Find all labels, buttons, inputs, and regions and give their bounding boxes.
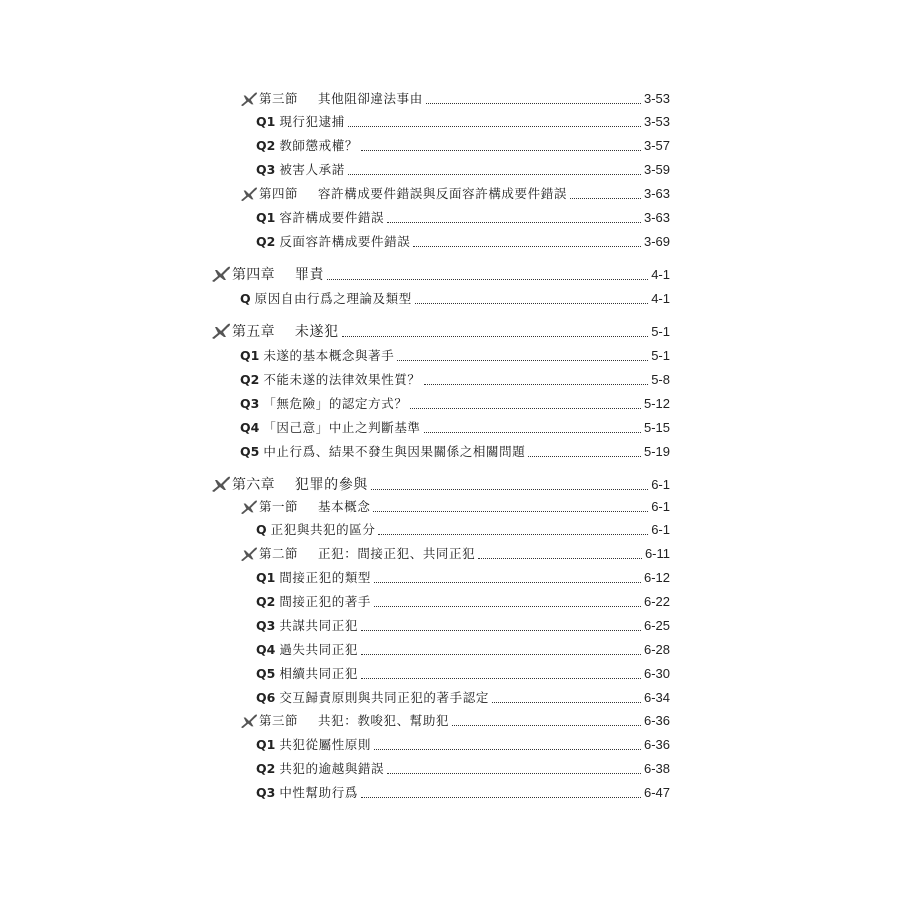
dot-leader bbox=[361, 150, 641, 151]
page-number: 6-36 bbox=[643, 713, 670, 728]
toc-chapter-6[interactable] bbox=[211, 472, 670, 494]
question-title: 未遂的基本概念與著手 bbox=[263, 348, 395, 363]
question-number: Q3 bbox=[256, 162, 276, 177]
toc-question[interactable] bbox=[240, 391, 670, 413]
dot-leader bbox=[397, 360, 648, 361]
page-number: 5-19 bbox=[643, 444, 670, 459]
toc-question[interactable] bbox=[240, 343, 670, 365]
toc-question[interactable] bbox=[240, 415, 670, 437]
toc-section-6-1[interactable] bbox=[240, 494, 670, 516]
dot-leader bbox=[424, 432, 641, 433]
toc-question[interactable] bbox=[256, 780, 670, 802]
question-title: 間接正犯的類型 bbox=[279, 570, 372, 585]
dot-leader bbox=[348, 174, 641, 175]
toc-question[interactable] bbox=[256, 157, 670, 179]
section-label: 第三節 bbox=[259, 713, 299, 728]
toc-question[interactable] bbox=[256, 756, 670, 778]
page-number: 5-15 bbox=[643, 420, 670, 435]
question-title: 不能未遂的法律效果性質？ bbox=[263, 372, 421, 387]
airplane-icon bbox=[240, 546, 258, 562]
question-title: 中止行爲、結果不發生與因果關係之相關問題 bbox=[263, 444, 526, 459]
question-number: Q1 bbox=[256, 210, 276, 225]
question-title: 「無危險」的認定方式？ bbox=[263, 396, 408, 411]
airplane-icon bbox=[211, 475, 231, 493]
question-title: 教師懲戒權？ bbox=[279, 138, 358, 153]
toc-question[interactable] bbox=[240, 286, 670, 308]
page-number: 6-1 bbox=[651, 499, 670, 514]
dot-leader bbox=[410, 408, 641, 409]
page-number: 6-38 bbox=[643, 761, 670, 776]
page-number: 3-63 bbox=[643, 186, 670, 201]
dot-leader bbox=[387, 222, 641, 223]
dot-leader bbox=[361, 797, 641, 798]
section-title: 正犯：間接正犯、共同正犯 bbox=[318, 546, 476, 561]
question-number: Q4 bbox=[256, 642, 276, 657]
toc-question[interactable] bbox=[240, 367, 670, 389]
question-number: Q2 bbox=[256, 234, 276, 249]
page-number: 6-25 bbox=[643, 618, 670, 633]
chapter-label: 第五章 bbox=[232, 324, 275, 340]
dot-leader bbox=[452, 725, 641, 726]
question-title: 現行犯逮捕 bbox=[279, 114, 345, 129]
dot-leader bbox=[528, 456, 641, 457]
page-number: 6-36 bbox=[643, 737, 670, 752]
page-number: 3-63 bbox=[643, 210, 670, 225]
dot-leader bbox=[361, 630, 641, 631]
airplane-icon bbox=[240, 713, 258, 729]
toc-section-3-3[interactable] bbox=[240, 86, 670, 108]
dot-leader bbox=[415, 303, 648, 304]
section-label: 第一節 bbox=[259, 499, 299, 514]
dot-leader bbox=[492, 702, 641, 703]
dot-leader bbox=[374, 606, 641, 607]
question-title: 共犯從屬性原則 bbox=[279, 737, 372, 752]
dot-leader bbox=[570, 198, 641, 199]
question-number: Q6 bbox=[256, 690, 276, 705]
section-title: 基本概念 bbox=[318, 499, 371, 514]
airplane-icon bbox=[240, 91, 258, 107]
toc-question[interactable] bbox=[256, 517, 670, 539]
page-number: 3-69 bbox=[643, 234, 670, 249]
page-number: 3-53 bbox=[643, 91, 670, 106]
toc-question[interactable] bbox=[256, 637, 670, 659]
question-title: 正犯與共犯的區分 bbox=[270, 522, 376, 537]
question-number: Q4 bbox=[240, 420, 260, 435]
page-number: 5-12 bbox=[643, 396, 670, 411]
chapter-label: 第四章 bbox=[232, 267, 275, 283]
page-number: 6-11 bbox=[644, 546, 670, 561]
page-number: 5-8 bbox=[651, 372, 670, 387]
section-label: 第二節 bbox=[259, 546, 299, 561]
question-title: 容許構成要件錯誤 bbox=[279, 210, 385, 225]
dot-leader bbox=[478, 558, 642, 559]
toc-question[interactable] bbox=[240, 439, 670, 461]
dot-leader bbox=[373, 511, 648, 512]
question-number: Q2 bbox=[240, 372, 260, 387]
page-number: 6-1 bbox=[651, 522, 670, 537]
airplane-icon bbox=[211, 265, 231, 283]
dot-leader bbox=[327, 279, 648, 280]
page-number: 6-12 bbox=[643, 570, 670, 585]
toc-chapter-4[interactable] bbox=[211, 262, 670, 284]
section-label: 第三節 bbox=[259, 91, 299, 106]
toc-question[interactable] bbox=[256, 661, 670, 683]
dot-leader bbox=[342, 336, 648, 337]
question-title: 中性幫助行爲 bbox=[279, 785, 358, 800]
question-number: Q bbox=[256, 522, 267, 537]
toc-question[interactable] bbox=[256, 613, 670, 635]
dot-leader bbox=[426, 103, 641, 104]
question-title: 共謀共同正犯 bbox=[279, 618, 358, 633]
question-number: Q5 bbox=[240, 444, 260, 459]
page-number: 6-34 bbox=[643, 690, 670, 705]
chapter-title: 未遂犯 bbox=[294, 324, 339, 340]
question-number: Q2 bbox=[256, 761, 276, 776]
toc-question[interactable] bbox=[256, 732, 670, 754]
page-number: 6-1 bbox=[651, 477, 670, 492]
question-title: 反面容許構成要件錯誤 bbox=[279, 234, 411, 249]
dot-leader bbox=[361, 678, 641, 679]
question-title: 原因自由行爲之理論及類型 bbox=[254, 291, 412, 306]
chapter-title: 罪責 bbox=[294, 267, 325, 283]
question-title: 間接正犯的著手 bbox=[279, 594, 372, 609]
question-title: 「因己意」中止之判斷基準 bbox=[263, 420, 421, 435]
question-number: Q1 bbox=[256, 570, 276, 585]
question-number: Q3 bbox=[256, 785, 276, 800]
toc-question[interactable] bbox=[256, 229, 670, 251]
toc-question[interactable] bbox=[256, 205, 670, 227]
dot-leader bbox=[371, 489, 648, 490]
airplane-icon bbox=[240, 186, 258, 202]
chapter-label: 第六章 bbox=[232, 477, 275, 493]
page-number: 6-28 bbox=[643, 642, 670, 657]
toc-question[interactable] bbox=[256, 685, 670, 707]
chapter-title: 犯罪的參與 bbox=[294, 477, 368, 493]
page-number: 6-30 bbox=[643, 666, 670, 681]
question-number: Q2 bbox=[256, 594, 276, 609]
question-title: 共犯的逾越與錯誤 bbox=[279, 761, 385, 776]
airplane-icon bbox=[240, 499, 258, 515]
airplane-icon bbox=[211, 322, 231, 340]
page-number: 6-22 bbox=[643, 594, 670, 609]
dot-leader bbox=[387, 773, 641, 774]
page-number: 3-57 bbox=[643, 138, 670, 153]
question-number: Q2 bbox=[256, 138, 276, 153]
page-number: 4-1 bbox=[651, 291, 670, 306]
dot-leader bbox=[374, 582, 641, 583]
page-number: 3-53 bbox=[643, 114, 670, 129]
section-label: 第四節 bbox=[259, 186, 299, 201]
section-title: 其他阻卻違法事由 bbox=[318, 91, 423, 106]
toc-chapter-5[interactable] bbox=[211, 319, 670, 341]
question-number: Q5 bbox=[256, 666, 276, 681]
question-number: Q3 bbox=[240, 396, 260, 411]
page-number: 3-59 bbox=[643, 162, 670, 177]
question-title: 交互歸責原則與共同正犯的著手認定 bbox=[279, 690, 489, 705]
page-number: 6-47 bbox=[643, 785, 670, 800]
question-title: 相續共同正犯 bbox=[279, 666, 358, 681]
section-title: 容許構成要件錯誤與反面容許構成要件錯誤 bbox=[318, 186, 567, 201]
question-title: 過失共同正犯 bbox=[279, 642, 358, 657]
page-number: 5-1 bbox=[651, 348, 670, 363]
question-number: Q bbox=[240, 291, 251, 306]
dot-leader bbox=[348, 126, 641, 127]
dot-leader bbox=[374, 749, 641, 750]
dot-leader bbox=[378, 534, 648, 535]
dot-leader bbox=[361, 654, 641, 655]
toc-section-6-3[interactable] bbox=[240, 708, 670, 730]
toc-question[interactable] bbox=[256, 565, 670, 587]
toc-question[interactable] bbox=[256, 133, 670, 155]
question-number: Q1 bbox=[256, 114, 276, 129]
dot-leader bbox=[413, 246, 641, 247]
question-number: Q1 bbox=[256, 737, 276, 752]
page-number: 4-1 bbox=[651, 267, 670, 282]
question-title: 被害人承諾 bbox=[279, 162, 345, 177]
question-number: Q1 bbox=[240, 348, 260, 363]
section-title: 共犯：教唆犯、幫助犯 bbox=[318, 713, 450, 728]
dot-leader bbox=[424, 384, 649, 385]
toc-section-6-2[interactable] bbox=[240, 541, 670, 563]
toc-question[interactable] bbox=[256, 109, 670, 131]
toc-section-3-4[interactable] bbox=[240, 181, 670, 203]
toc-question[interactable] bbox=[256, 589, 670, 611]
question-number: Q3 bbox=[256, 618, 276, 633]
page-number: 5-1 bbox=[651, 324, 670, 339]
